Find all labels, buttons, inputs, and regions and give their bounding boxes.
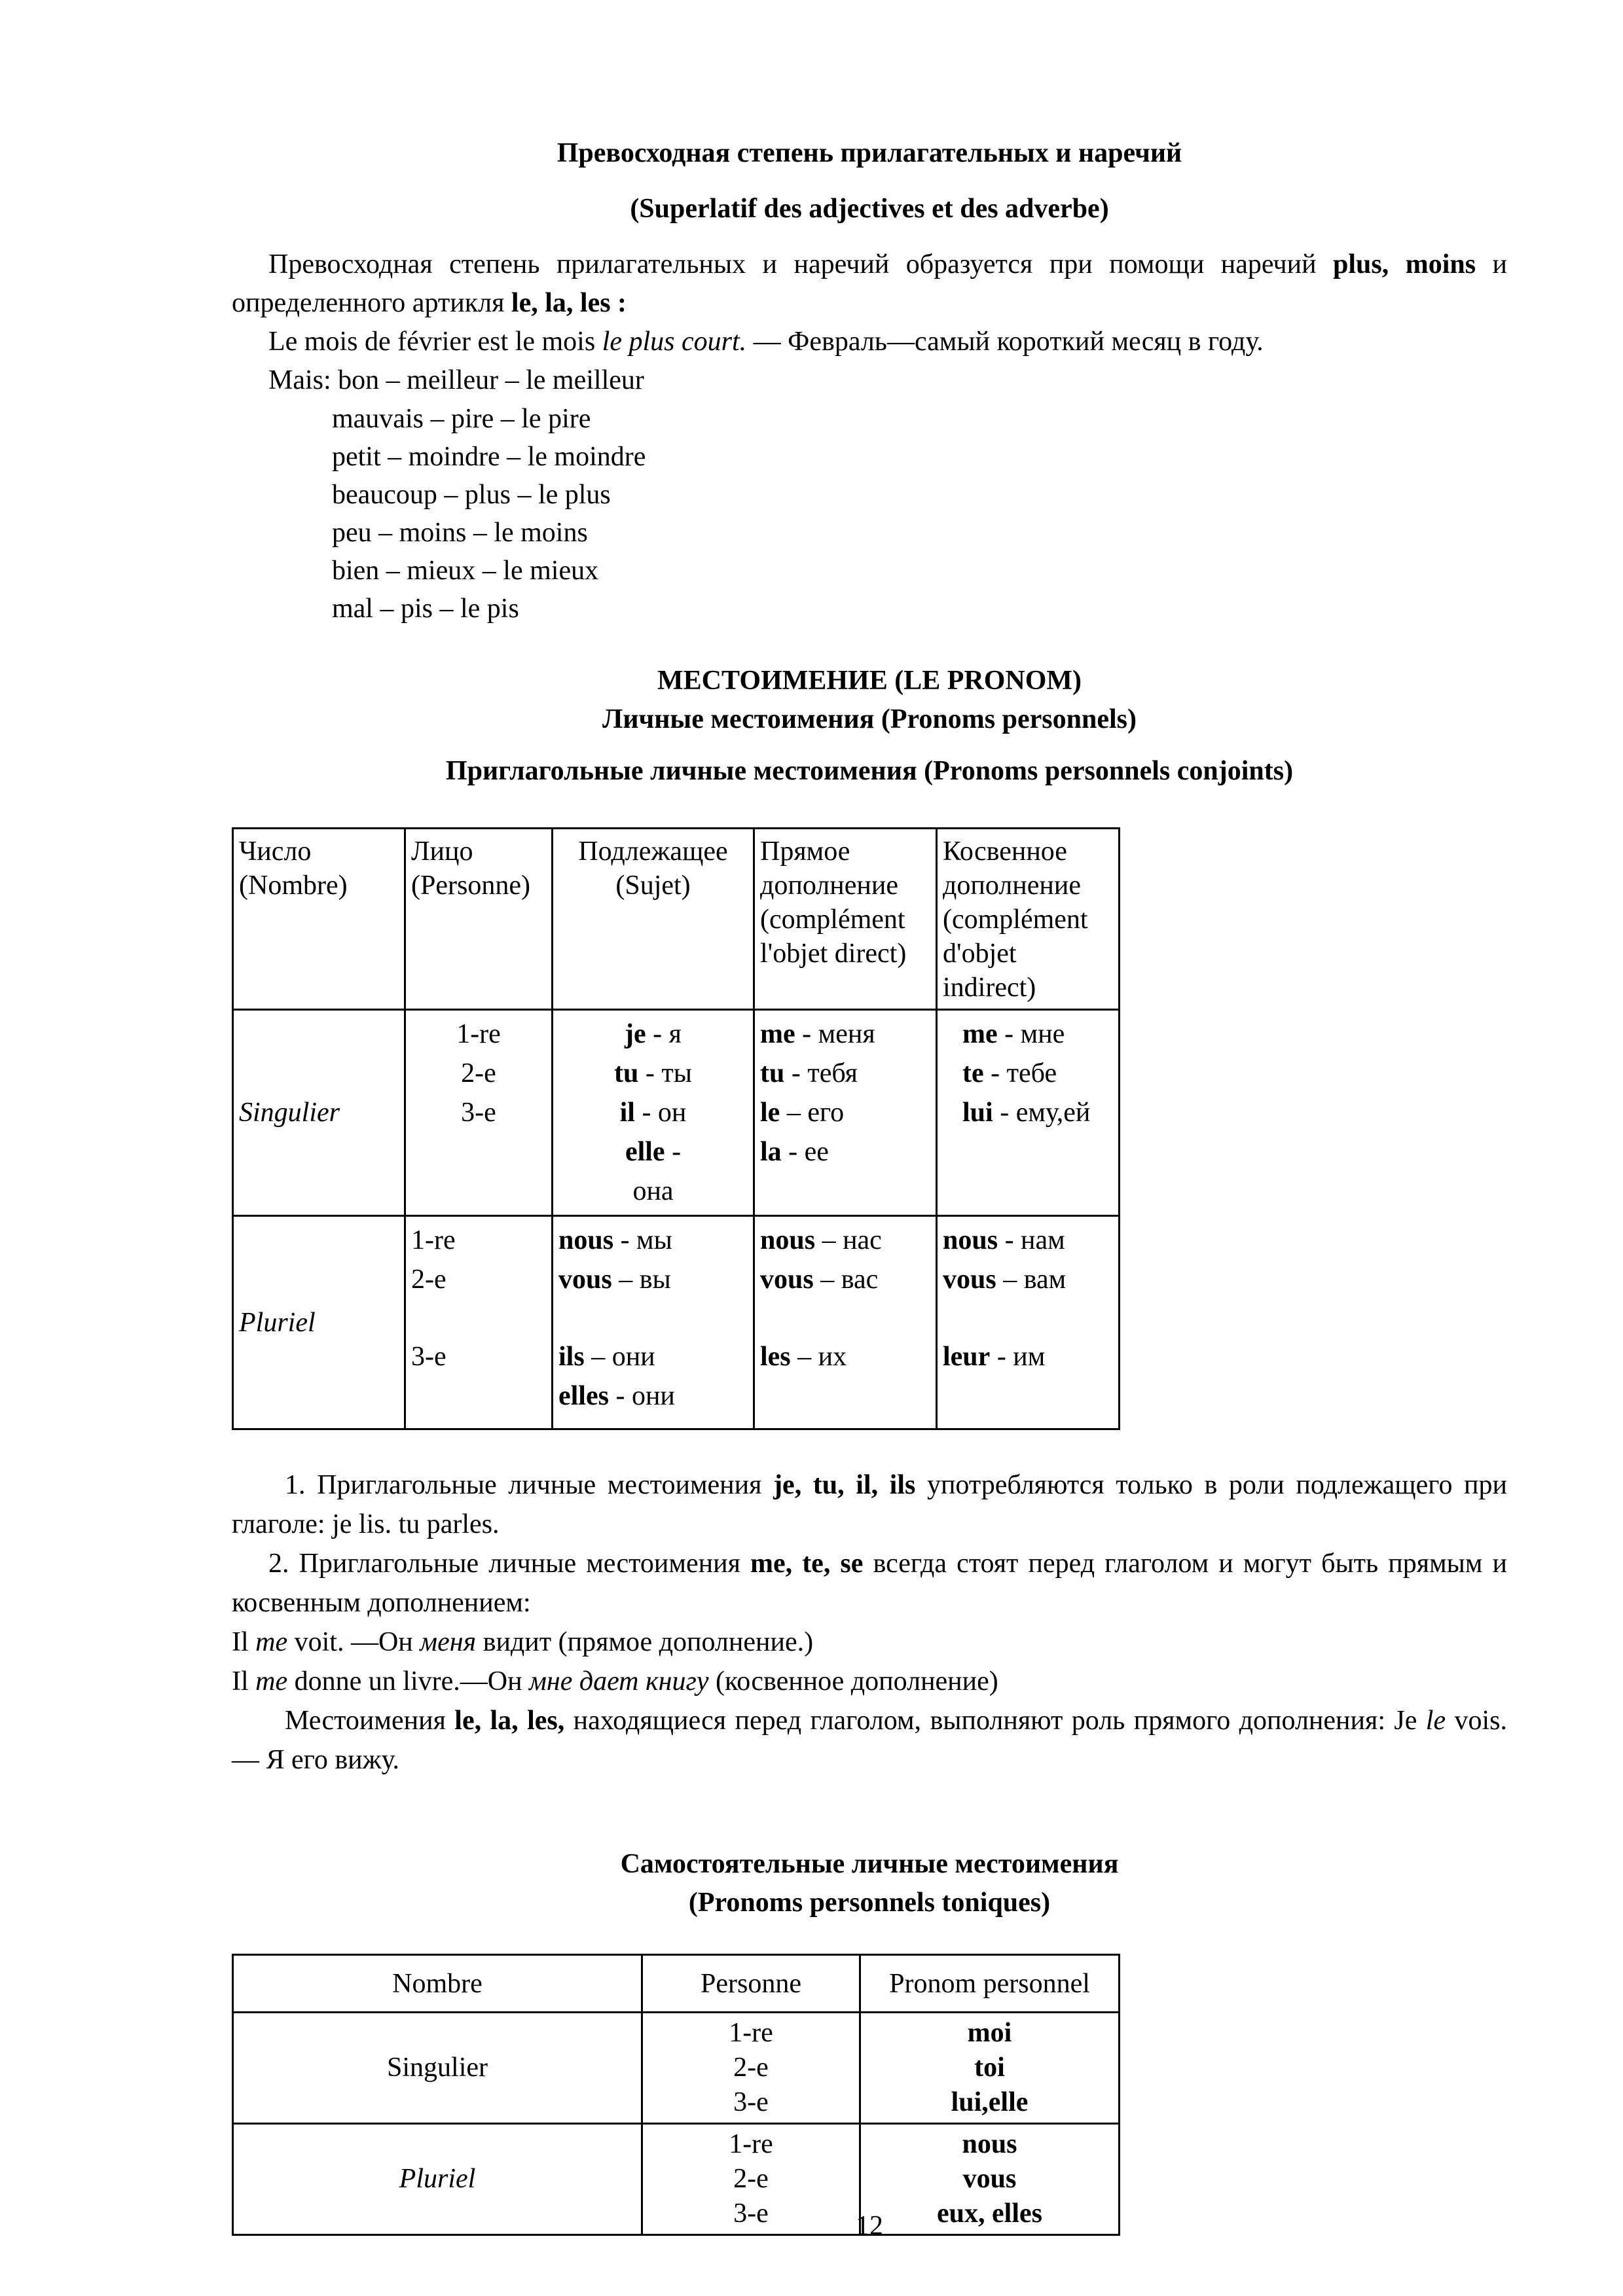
table2-row-singulier	[233, 2013, 1120, 2124]
text-run: Il	[232, 1627, 256, 1657]
person-line: 1-re	[456, 1019, 501, 1049]
person-line: 2-e	[733, 2053, 769, 2083]
table1-row-singulier	[233, 1010, 1120, 1216]
pronoun-line	[558, 1337, 748, 1376]
person-line: 1-re	[729, 2018, 773, 2048]
pronoun-line	[760, 1014, 930, 1054]
pronoun: elles	[558, 1381, 609, 1411]
tonic-subheading: (Pronoms personnels toniques)	[688, 1888, 1051, 1918]
cell-indirect-singulier	[937, 1010, 1120, 1216]
text-run: — Февраль—самый короткий месяц в году.	[746, 327, 1264, 357]
person-line: 3-e	[733, 2198, 769, 2229]
pronoun: lui,elle	[951, 2087, 1029, 2117]
example-direct-object	[232, 1623, 1507, 1662]
mais-intro-line: Mais: bon – meilleur – le meilleur	[268, 365, 644, 395]
pronoun-line	[760, 1221, 930, 1260]
translation: -	[665, 1137, 682, 1167]
translation: - я	[646, 1019, 682, 1049]
pronoun-line	[558, 1172, 748, 1211]
table1-header-row	[233, 829, 1120, 1010]
text-run: voit. —Он	[287, 1627, 420, 1657]
pronoun-line	[760, 1093, 930, 1132]
person-line: 2-e	[461, 1058, 496, 1088]
note-2	[232, 1544, 1507, 1623]
table1-row-pluriel	[233, 1216, 1120, 1429]
spacer	[943, 1299, 1113, 1337]
note-1	[232, 1465, 1507, 1544]
cell-sujet-pluriel	[553, 1216, 754, 1429]
header-line: l'objet direct)	[760, 939, 907, 969]
translation: - тебе	[983, 1058, 1057, 1088]
table2-header-pronom: Pronom personnel	[860, 1955, 1120, 2013]
person-line: 3-e	[461, 1098, 496, 1128]
text-run-italic: le plus court.	[602, 327, 747, 357]
section-subheading-conjoint: Приглагольные личные местоимения (Pronoms personnels conjoints)	[445, 756, 1294, 786]
number-label: Pluriel	[399, 2164, 476, 2194]
header-line: Подлежащее	[578, 836, 728, 867]
pronoun: te	[962, 1058, 984, 1088]
pronoun-line	[866, 2162, 1113, 2197]
translation: - нам	[998, 1225, 1065, 1255]
text-run-bold: je, tu, il, ils	[773, 1470, 916, 1500]
translation: - ее	[781, 1137, 829, 1167]
text-run: 1. Приглагольные личные местоимения	[285, 1470, 774, 1500]
pronoun: vous	[558, 1265, 612, 1295]
translation: - меня	[795, 1019, 875, 1049]
page-number: 12	[856, 2211, 883, 2241]
text-run: Превосходная степень прилагательных и наречий образуется при помощи наречий	[268, 249, 1334, 279]
pronoun-line	[558, 1093, 748, 1132]
cell-person-singulier	[405, 1010, 553, 1216]
text-run-italic: мне дает книгу	[529, 1666, 709, 1696]
person-line: 2-e	[733, 2164, 769, 2194]
pronoun-line	[943, 1221, 1113, 1260]
table1-header-indirect	[937, 829, 1120, 1010]
pronoun: il	[619, 1098, 635, 1128]
pronoun-line	[558, 1014, 748, 1054]
text-run: видит (прямое дополнение.)	[476, 1627, 814, 1657]
pronoun-line	[866, 2016, 1113, 2051]
pronoun: moi	[967, 2018, 1012, 2048]
pronoun: la	[760, 1137, 782, 1167]
translation: - он	[634, 1098, 687, 1128]
text-run: и определенного артикля	[232, 249, 1507, 318]
pronoun: me	[962, 1019, 998, 1049]
translation: – их	[790, 1342, 847, 1372]
text-run-bold: le, la, les,	[454, 1706, 565, 1736]
text-run: употребляются только в роли подлежащего при глаголе: je lis. tu parles.	[232, 1470, 1507, 1539]
number-label: Singulier	[387, 2053, 488, 2083]
notes-section	[232, 1465, 1507, 1780]
table2-header-nombre: Nombre	[233, 1955, 642, 2013]
translation: - ты	[638, 1058, 692, 1088]
table1-header-sujet	[553, 829, 754, 1010]
pronoun-line	[760, 1132, 930, 1172]
translation: она	[632, 1176, 674, 1206]
text-run: Местоимения	[285, 1706, 455, 1736]
mais-list-item: bien – mieux – le mieux	[332, 556, 599, 586]
person-line: 1-re	[729, 2129, 773, 2159]
text-run-italic: меня	[420, 1627, 477, 1657]
pronoun-line	[866, 2051, 1113, 2085]
mais-list	[232, 400, 1507, 628]
translation: - тебя	[784, 1058, 858, 1088]
cell-indirect-pluriel	[937, 1216, 1120, 1429]
pronoun: leur	[943, 1342, 991, 1372]
pronoun-line	[558, 1221, 748, 1260]
pronoun: tu	[614, 1058, 639, 1088]
pronoun: ils	[558, 1342, 585, 1372]
mais-list-item: beaucoup – plus – le plus	[332, 480, 611, 510]
pronoun: vous	[962, 2164, 1017, 2194]
pronoun: eux, elles	[937, 2198, 1042, 2229]
text-run-bold: plus, moins	[1333, 249, 1476, 279]
pronoun: vous	[760, 1265, 814, 1295]
intro-paragraph	[232, 245, 1507, 323]
header-line: дополнение	[943, 870, 1081, 901]
pronoun-line	[558, 1054, 748, 1093]
translation: - мы	[613, 1225, 672, 1255]
pronoun: le	[760, 1098, 780, 1128]
header-line: (complément	[943, 905, 1088, 935]
tonic-heading: Самостоятельные личные местоимения	[620, 1849, 1119, 1879]
cell-direct-singulier	[754, 1010, 937, 1216]
text-run: vois.— Я его вижу.	[232, 1706, 1508, 1775]
spacer	[411, 1299, 546, 1337]
cell-pronom-singulier	[860, 2013, 1120, 2124]
mais-list-item: mal – pis – le pis	[332, 594, 519, 624]
text-run: Le mois de février est le mois	[268, 327, 602, 357]
pronoun-line	[943, 1260, 1113, 1299]
mais-list-item: petit – moindre – le moindre	[332, 442, 646, 472]
spacer	[558, 1299, 748, 1337]
pronoun: je	[625, 1019, 646, 1049]
person-line: 2-e	[411, 1265, 447, 1295]
mais-list-item: mauvais – pire – le pire	[332, 404, 591, 434]
text-run: 2. Приглагольные личные местоимения	[268, 1549, 750, 1579]
text-run-italic: le	[1425, 1706, 1446, 1736]
tonic-pronouns-table	[232, 1954, 1120, 2236]
pronoun-line	[760, 1337, 930, 1376]
pronoun-line	[866, 2127, 1113, 2162]
pronoun-line	[962, 1093, 1113, 1132]
pronoun-line	[760, 1054, 930, 1093]
cell-number-pluriel	[233, 1216, 405, 1429]
cell-sujet-singulier	[553, 1010, 754, 1216]
translation: – вас	[813, 1265, 879, 1295]
note-3	[232, 1701, 1507, 1780]
pronoun-line	[962, 1014, 1113, 1054]
section-subheading-personal: Личные местоимения (Pronoms personnels)	[602, 704, 1137, 734]
person-line: 3-e	[411, 1342, 447, 1372]
mais-list-item: peu – moins – le moins	[332, 518, 588, 548]
header-line: Косвенное	[943, 836, 1067, 867]
page-title: Превосходная степень прилагательных и наречий	[556, 138, 1182, 168]
header-line: (Nombre)	[239, 870, 348, 901]
pronoun: nous	[943, 1225, 998, 1255]
header-line: (Personne)	[411, 870, 530, 901]
translation: – вы	[611, 1265, 671, 1295]
header-line: (complément	[760, 905, 905, 935]
table2-header-personne: Personne	[642, 1955, 860, 2013]
cell-personne-singulier	[642, 2013, 860, 2124]
cell-person-pluriel	[405, 1216, 553, 1429]
table2-header-row	[233, 1955, 1120, 2013]
pronoun: lui	[962, 1098, 993, 1128]
text-run: находящиеся перед глаголом, выполняют роль прямого дополнения: Je	[564, 1706, 1426, 1736]
pronoun: tu	[760, 1058, 785, 1088]
pronoun-line	[866, 2085, 1113, 2120]
pronoun: nous	[760, 1225, 816, 1255]
pronoun-line	[962, 1054, 1113, 1093]
text-run-bold: le, la, les :	[511, 288, 627, 318]
header-line: d'objet indirect)	[943, 939, 1036, 1003]
pronoun: me	[760, 1019, 795, 1049]
pronoun: nous	[962, 2129, 1017, 2159]
text-run-italic: me	[255, 1666, 288, 1696]
header-line: дополнение	[760, 870, 898, 901]
number-label: Pluriel	[239, 1307, 316, 1338]
table1-header-personne	[405, 829, 553, 1010]
section-heading-pronoun: МЕСТОИМЕНИЕ (LE PRONOM)	[657, 666, 1082, 696]
example-sentence	[232, 323, 1507, 361]
table1-header-direct	[754, 829, 937, 1010]
header-line: (Sujet)	[615, 870, 691, 901]
text-run-italic: me	[255, 1627, 288, 1657]
cell-direct-pluriel	[754, 1216, 937, 1429]
pronoun-line	[558, 1132, 748, 1172]
translation: – они	[584, 1342, 655, 1372]
text-run: donne un livre.—Он	[287, 1666, 530, 1696]
pronoun: elle	[625, 1137, 665, 1167]
person-line: 3-e	[733, 2087, 769, 2117]
translation: - они	[608, 1381, 675, 1411]
spacer	[760, 1299, 930, 1337]
text-run: Il	[232, 1666, 256, 1696]
header-line: Число	[239, 836, 312, 867]
translation: - мне	[997, 1019, 1065, 1049]
text-run: (косвенное дополнение)	[708, 1666, 998, 1696]
cell-number-singulier	[233, 1010, 405, 1216]
translation: – вам	[996, 1265, 1067, 1295]
cell-nombre-singulier	[233, 2013, 642, 2124]
translation: - им	[990, 1342, 1046, 1372]
translation: – нас	[815, 1225, 882, 1255]
example-indirect-object	[232, 1662, 1507, 1701]
page-subtitle: (Superlatif des adjectives et des adverbe)	[630, 194, 1109, 224]
table1-header-nombre	[233, 829, 405, 1010]
translation: - ему,ей	[993, 1098, 1091, 1128]
pronoun: vous	[943, 1265, 996, 1295]
pronoun-line	[760, 1260, 930, 1299]
text-run: всегда стоят перед глаголом и могут быть прямым и косвенным дополнением:	[232, 1549, 1508, 1618]
pronoun-line	[558, 1260, 748, 1299]
pronoun-line	[943, 1337, 1113, 1376]
conjoint-pronouns-table	[232, 827, 1120, 1430]
pronoun: toi	[974, 2053, 1005, 2083]
header-line: Лицо	[411, 836, 473, 867]
pronoun: nous	[558, 1225, 614, 1255]
header-line: Прямое	[760, 836, 850, 867]
text-run-bold: me, te, se	[750, 1549, 864, 1579]
pronoun: les	[760, 1342, 791, 1372]
person-line: 1-re	[411, 1225, 456, 1255]
translation: – его	[780, 1098, 845, 1128]
number-label: Singulier	[239, 1098, 340, 1128]
pronoun-line	[558, 1376, 748, 1416]
